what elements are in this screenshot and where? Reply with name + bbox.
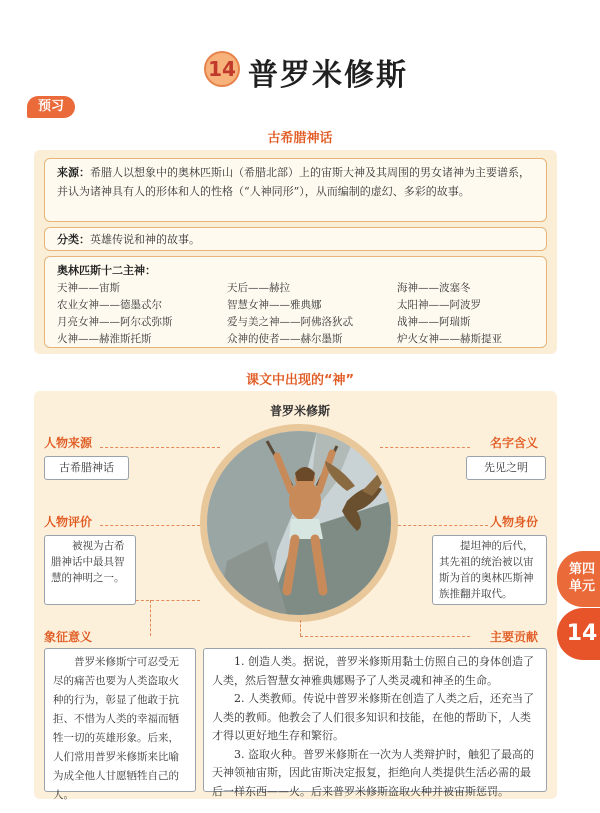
connector-line (300, 620, 301, 636)
god-item: 太阳神——阿波罗 (397, 299, 481, 311)
contribution-item: 2. 人类教师。传说中普罗米修斯在创造了人类之后，还充当了人类的教师。他教会了人们很多知识和技能，在他的帮助下，人类才得以更好地生存和繁衍。 (212, 692, 534, 742)
classification-text: 英雄传说和神的故事。 (90, 233, 200, 246)
name-meaning-box (466, 456, 546, 480)
god-item: 火神——赫淮斯托斯 (57, 333, 152, 345)
classification-box (44, 227, 547, 251)
evaluation-label: 人物评价 (44, 515, 93, 529)
origin-box (44, 456, 129, 480)
god-item: 天神——宙斯 (57, 282, 120, 294)
contribution-item: 1. 创造人类。据说，普罗米修斯用黏土仿照自己的身体创造了人类，然后智慧女神雅典娜赐予了人类灵魂和神圣的生命。 (212, 655, 534, 687)
unit-tab-label: 第四单元 (568, 562, 595, 594)
lesson-title: 普罗米修斯 (248, 58, 408, 93)
contributions-label: 主要贡献 (490, 630, 539, 644)
contribution-item: 3. 盗取火种。普罗米修斯在一次为人类辩护时，触犯了最高的天神领袖宙斯，因此宙斯决定报复，拒绝向人类提供生活必需的最后一样东西——火。后来普罗米修斯盗取火种并被宙斯惩罚。 (212, 747, 534, 798)
origin-text: 古希腊神话 (59, 461, 114, 474)
god-item: 农业女神——德墨忒尔 (57, 299, 162, 311)
god-item: 爱与美之神——阿佛洛狄忒 (227, 316, 353, 328)
identity-box (432, 535, 547, 605)
classification-label: 分类： (57, 233, 90, 246)
figure-title: 普罗米修斯 (269, 404, 330, 418)
section-heading-greek-myth: 古希腊神话 (267, 131, 333, 146)
connector-line (300, 636, 470, 637)
symbolism-text: 普罗米修斯宁可忍受无尽的痛苦也要为人类盗取火种的行为，彰显了他敢于抗拒、不惜为人类的幸福而牺牲一切的英雄形象。后来，人们常用普罗米修斯来比喻为成全他人甘愿牺牲自己的人。 (53, 656, 179, 801)
god-item: 月亮女神——阿尔忒弥斯 (57, 316, 173, 328)
connector-line (398, 525, 488, 526)
connector-line (150, 600, 151, 636)
twelve-gods-box (44, 256, 547, 348)
lesson-tab-number: 14 (557, 608, 600, 660)
origin-label: 人物来源 (44, 436, 93, 450)
connector-line (100, 447, 220, 448)
gods-label: 奥林匹斯十二主神： (57, 264, 156, 277)
source-box (44, 158, 547, 222)
god-item: 战神——阿瑞斯 (397, 316, 471, 328)
name-meaning-text: 先见之明 (484, 461, 528, 474)
source-label: 来源： (57, 166, 90, 179)
connector-line (380, 447, 470, 448)
god-item: 天后——赫拉 (227, 282, 290, 294)
contributions-box (203, 648, 547, 798)
symbolism-label: 象征意义 (44, 630, 93, 644)
god-item: 海神——波塞冬 (397, 282, 471, 294)
connector-line (100, 525, 200, 526)
unit-tab (557, 551, 600, 607)
prometheus-illustration (200, 424, 398, 622)
evaluation-box (44, 535, 136, 605)
evaluation-text: 被视为古希腊神话中最具智慧的神明之一。 (51, 540, 125, 584)
identity-label: 人物身份 (490, 515, 539, 529)
section-heading-gods-in-text: 课文中出现的“神” (245, 373, 355, 388)
prometheus-chained-icon (207, 431, 391, 615)
god-item: 众神的使者——赫尔墨斯 (227, 333, 343, 345)
lesson-number-badge: 14 (204, 51, 240, 87)
symbolism-box (44, 648, 196, 801)
identity-text: 提坦神的后代，其先祖的统治被以宙斯为首的奥林匹斯神族推翻并取代。 (439, 540, 534, 600)
god-item: 炉火女神——赫斯提亚 (397, 333, 502, 345)
name-meaning-label: 名字含义 (490, 436, 539, 450)
god-item: 智慧女神——雅典娜 (227, 299, 322, 311)
source-text: 希腊人以想象中的奥林匹斯山（希腊北部）上的宙斯大神及其周围的男女诸神为主要谱系，并认为诸神具有人的形体和人的性格（“人神同形”），从而编制的虚幻、多彩的故事。 (57, 166, 530, 198)
preview-tag: 预习 (27, 96, 75, 118)
